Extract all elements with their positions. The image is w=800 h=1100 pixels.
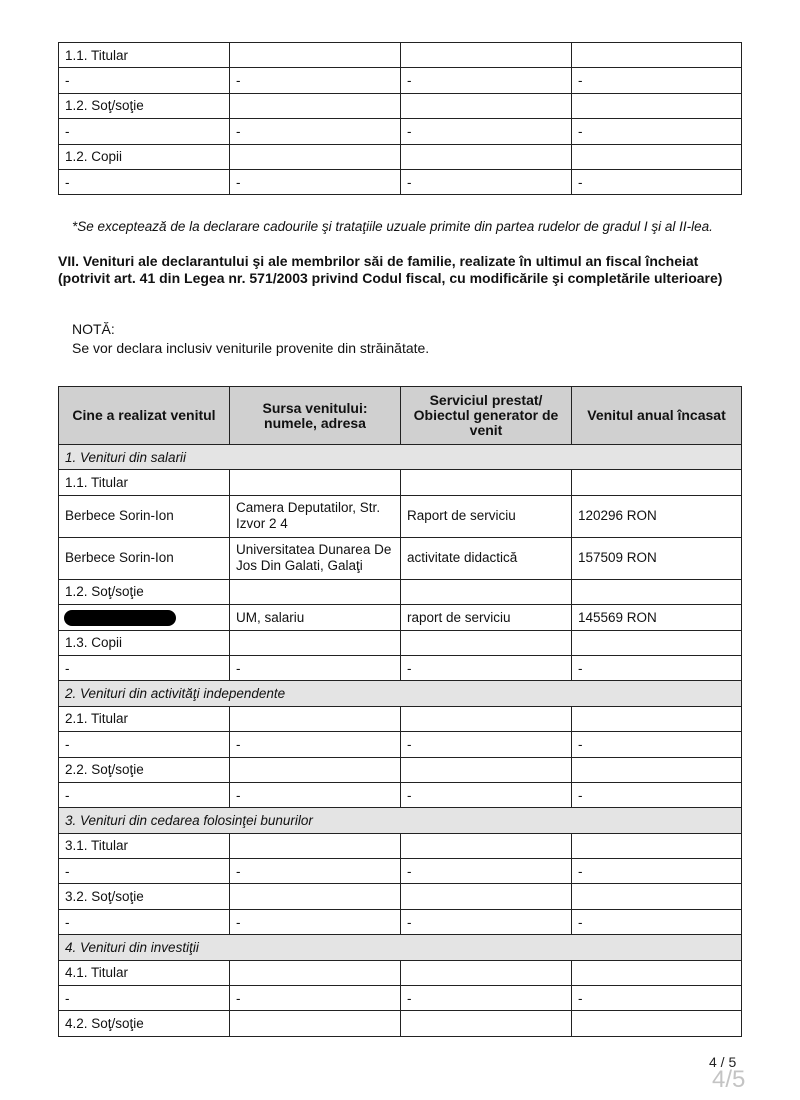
section-row (59, 935, 742, 960)
table-row (59, 960, 742, 985)
table-row (59, 986, 742, 1011)
table-cell: - (572, 655, 742, 680)
table-cell: - (59, 986, 230, 1011)
table-cell (572, 43, 742, 68)
redaction-mark (64, 610, 176, 626)
table-cell (230, 630, 401, 655)
table-row (59, 537, 742, 579)
table-cell: - (401, 782, 572, 807)
table-cell: - (401, 986, 572, 1011)
table-cell: - (401, 68, 572, 93)
table-cell (572, 470, 742, 495)
table-cell (401, 579, 572, 604)
table-cell: - (572, 782, 742, 807)
table-cell: - (401, 909, 572, 934)
table-cell: - (230, 986, 401, 1011)
table-cell: - (230, 782, 401, 807)
table-cell (230, 833, 401, 858)
table-cell (401, 960, 572, 985)
table-cell: 4.2. Soţ/soţie (59, 1011, 230, 1036)
gifts-table-body (59, 43, 742, 195)
income-table (58, 386, 742, 1037)
table-cell: 4.1. Titular (59, 960, 230, 985)
table-cell (572, 706, 742, 731)
table-row (59, 732, 742, 757)
table-cell: - (230, 909, 401, 934)
table-cell: - (230, 68, 401, 93)
table-cell (401, 884, 572, 909)
table-cell (230, 960, 401, 985)
table-row (59, 706, 742, 731)
section-label: 3. Venituri din cedarea folosinţei bunurilor (59, 808, 742, 833)
table-cell: - (230, 655, 401, 680)
table-cell (401, 757, 572, 782)
table-cell (572, 144, 742, 169)
table-cell (401, 706, 572, 731)
table-cell: Camera Deputatilor, Str. Izvor 2 4 (230, 495, 401, 537)
table-cell (572, 93, 742, 118)
table-cell: 1.3. Copii (59, 630, 230, 655)
table-cell: Universitatea Dunarea De Jos Din Galati, Galaţi (230, 537, 401, 579)
table-cell: 1.2. Copii (59, 144, 230, 169)
table-cell (230, 757, 401, 782)
table-row (59, 630, 742, 655)
table-cell: - (59, 119, 230, 144)
table-cell (230, 144, 401, 169)
table-cell: - (572, 909, 742, 934)
table-cell: - (59, 909, 230, 934)
table-cell: 1.1. Titular (59, 43, 230, 68)
table-cell: 2.1. Titular (59, 706, 230, 731)
table-cell: - (401, 169, 572, 194)
table-cell (572, 884, 742, 909)
income-table-header (59, 387, 742, 445)
table-cell: 145569 RON (572, 605, 742, 630)
page-number: 4 / 5 (709, 1054, 737, 1070)
table-cell: - (572, 68, 742, 93)
table-cell (572, 960, 742, 985)
table-cell: 3.2. Soţ/soţie (59, 884, 230, 909)
table-cell (572, 1011, 742, 1036)
table-row (59, 43, 742, 68)
table-cell (401, 630, 572, 655)
table-cell (230, 93, 401, 118)
section-label: 4. Venituri din investiţii (59, 935, 742, 960)
table-cell (401, 470, 572, 495)
table-cell: - (401, 732, 572, 757)
table-cell: 2.2. Soţ/soţie (59, 757, 230, 782)
table-cell: - (572, 169, 742, 194)
table-row (59, 909, 742, 934)
table-cell (230, 579, 401, 604)
table-row (59, 495, 742, 537)
table-cell: - (572, 986, 742, 1011)
table-row (59, 579, 742, 604)
table-cell (230, 1011, 401, 1036)
table-row (59, 119, 742, 144)
table-row (59, 93, 742, 118)
section-label: 1. Venituri din salarii (59, 445, 742, 470)
section-label: 2. Venituri din activităţi independente (59, 681, 742, 706)
table-cell: UM, salariu (230, 605, 401, 630)
table-cell: - (230, 119, 401, 144)
table-cell: Berbece Sorin-Ion (59, 495, 230, 537)
table-cell: - (230, 732, 401, 757)
table-cell (401, 1011, 572, 1036)
table-row (59, 884, 742, 909)
table-cell: 120296 RON (572, 495, 742, 537)
table-cell: - (572, 119, 742, 144)
table-cell: - (59, 782, 230, 807)
header-cell: Venitul anual încasat (572, 387, 742, 445)
table-cell: - (59, 732, 230, 757)
table-cell (230, 470, 401, 495)
table-cell: activitate didactică (401, 537, 572, 579)
header-cell: Sursa venitului: numele, adresa (230, 387, 401, 445)
table-row (59, 782, 742, 807)
table-cell (401, 144, 572, 169)
table-cell (401, 43, 572, 68)
section-title: VII. Venituri ale declarantului şi ale membrilor săi de familie, realizate în ultimul an fiscal încheiat (potrivit art. 41 din Legea nr. 571/2003 privind Codul fiscal, cu modificările şi completările ulterioare) (58, 253, 723, 286)
table-cell (230, 884, 401, 909)
table-row (59, 655, 742, 680)
table-cell (230, 43, 401, 68)
table-cell: - (230, 169, 401, 194)
table-cell: - (59, 859, 230, 884)
table-row (59, 605, 742, 630)
table-cell (401, 93, 572, 118)
table-cell: - (59, 68, 230, 93)
table-row (59, 144, 742, 169)
table-cell: Berbece Sorin-Ion (59, 537, 230, 579)
table-row (59, 859, 742, 884)
gifts-table (58, 42, 742, 195)
table-row (59, 470, 742, 495)
section-row (59, 681, 742, 706)
table-cell: - (401, 859, 572, 884)
table-cell: raport de serviciu (401, 605, 572, 630)
table-cell: - (230, 859, 401, 884)
header-cell: Serviciul prestat/ Obiectul generator de venit (401, 387, 572, 445)
table-cell: - (401, 655, 572, 680)
table-row (59, 169, 742, 194)
page-number-overlay: 4/5 (712, 1066, 746, 1093)
income-table-body (59, 445, 742, 1037)
table-cell (572, 757, 742, 782)
nota-label: NOTĂ: (72, 321, 115, 337)
table-cell (230, 706, 401, 731)
table-cell: 1.1. Titular (59, 470, 230, 495)
table-cell (401, 833, 572, 858)
table-cell (572, 833, 742, 858)
nota-text: Se vor declara inclusiv veniturile provenite din străinătate. (72, 340, 430, 356)
table-cell: - (401, 119, 572, 144)
table-cell: 1.2. Soţ/soţie (59, 579, 230, 604)
table-cell: - (572, 732, 742, 757)
footnote: *Se exceptează de la declarare cadourile şi trataţiile uzuale primite din partea rudelor de gradul I şi al II-lea. (72, 219, 713, 234)
table-row (59, 833, 742, 858)
table-row (59, 757, 742, 782)
header-cell: Cine a realizat venitul (59, 387, 230, 445)
section-row (59, 445, 742, 470)
table-cell: Raport de serviciu (401, 495, 572, 537)
table-cell (59, 605, 230, 630)
table-cell: - (59, 169, 230, 194)
table-cell: 3.1. Titular (59, 833, 230, 858)
table-cell: 157509 RON (572, 537, 742, 579)
table-cell: 1.2. Soţ/soţie (59, 93, 230, 118)
table-cell (572, 630, 742, 655)
table-cell: - (59, 655, 230, 680)
section-row (59, 808, 742, 833)
table-row (59, 1011, 742, 1036)
table-cell (572, 579, 742, 604)
table-cell: - (572, 859, 742, 884)
table-row (59, 68, 742, 93)
